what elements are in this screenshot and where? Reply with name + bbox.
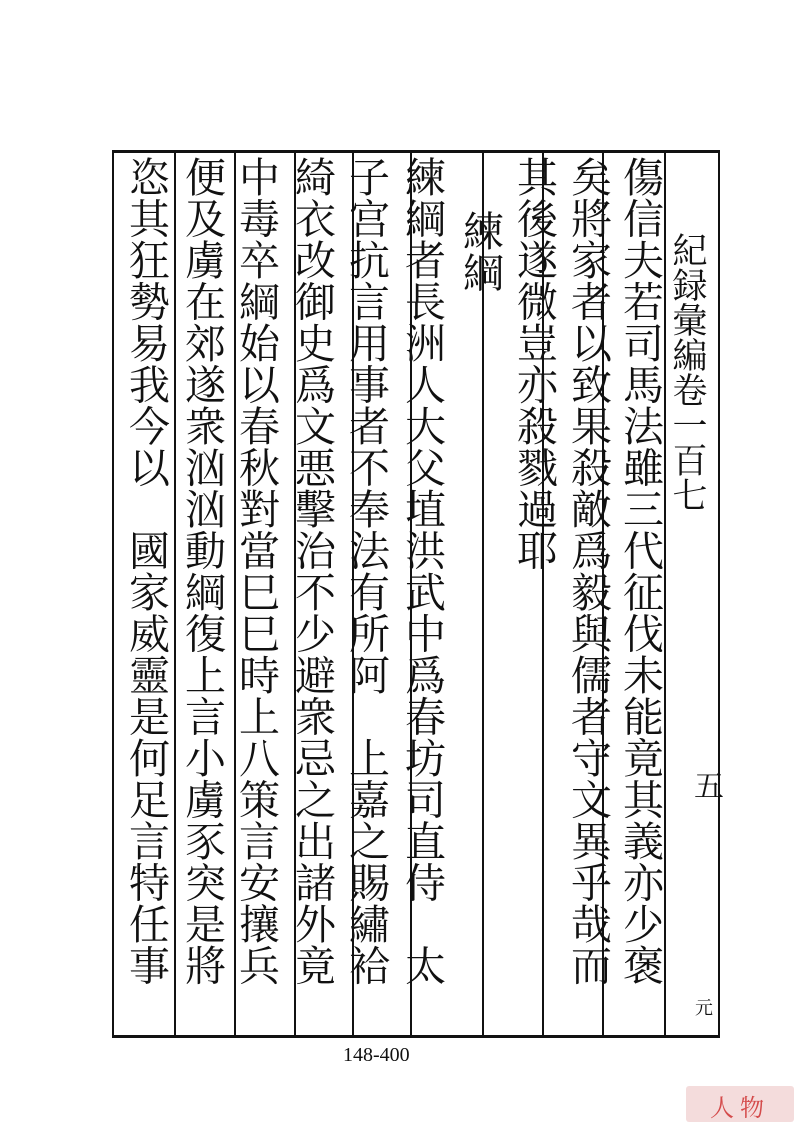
corner-mark: 元: [692, 998, 713, 1016]
left-border: [112, 150, 114, 1038]
section-number: 五: [688, 770, 723, 800]
top-border: [112, 150, 720, 153]
text-column-7: 綺衣改御史爲文悪擊治不少避衆忌之出諸外竟: [288, 156, 336, 986]
text-column-5: 練綱者長洲人大父埴洪武中爲春坊司直侍 太: [398, 156, 446, 986]
text-column-2: 矣將家者以致果殺敵爲毅與儒者守文異乎哉而: [564, 156, 612, 986]
right-border: [718, 150, 720, 1038]
bottom-border: [112, 1035, 720, 1038]
text-column-1: 傷信夫若司馬法雖三代征伐未能竟其義亦少褒: [616, 156, 664, 986]
text-column-6: 子宫抗言用事者不奉法有所阿 上嘉之賜繡袷: [342, 156, 390, 986]
page-number: 148-400: [343, 1044, 410, 1066]
text-column-8: 中毒卒綱始以春秋對當巳巳時上八策言安攘兵: [232, 156, 280, 986]
book-title: 紀録彙編卷一百七: [667, 232, 707, 512]
text-column-10: 恣其狂勢易我今以 國家威靈是何足言特任事: [122, 156, 170, 986]
watermark-text: 人物: [710, 1094, 770, 1122]
text-column-9: 便及虜在郊遂衆汹汹動綱復上言小虜豕突是將: [178, 156, 226, 986]
watermark-stamp: [686, 1086, 794, 1122]
section-heading: 練綱: [456, 210, 504, 293]
text-column-3: 其後遂微豈亦殺戮過耶: [510, 156, 558, 571]
